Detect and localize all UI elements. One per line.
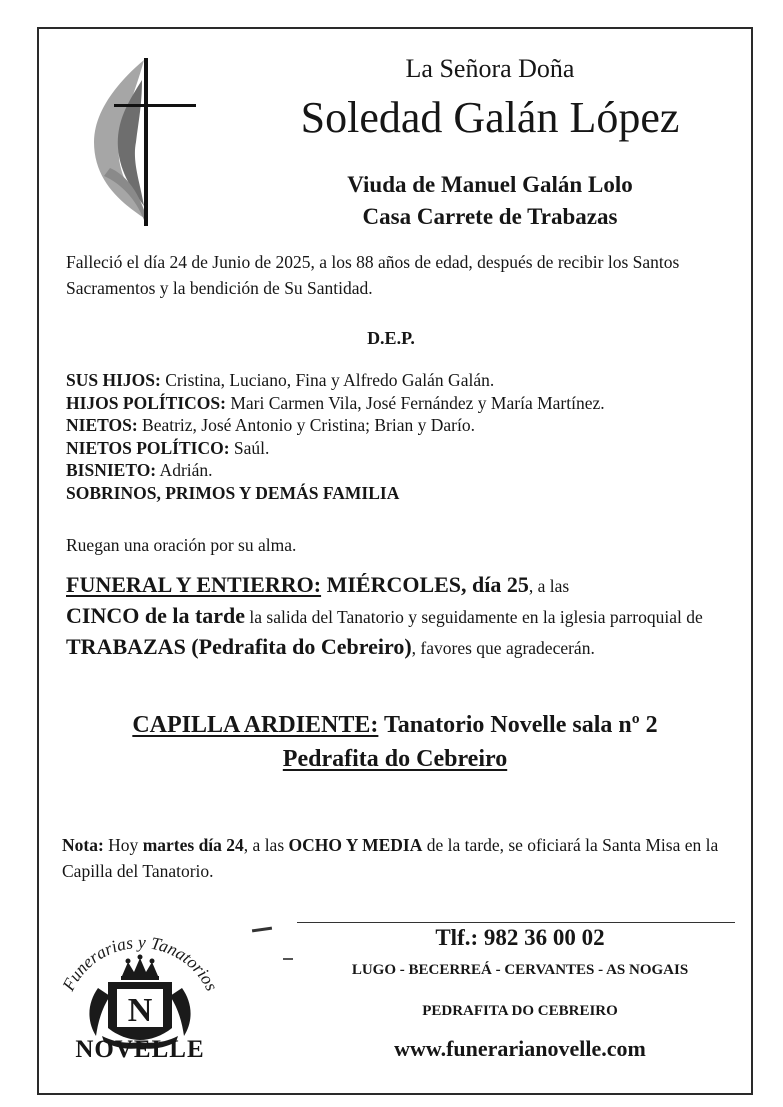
family-text: Beatriz, José Antonio y Cristina; Brian y Darío. (137, 415, 475, 435)
family-label: NIETOS: (66, 415, 138, 435)
note-text-1: Hoy (103, 835, 143, 855)
mass-note (62, 832, 742, 884)
funeral-label: FUNERAL Y ENTIERRO: (66, 572, 322, 597)
footer-divider (297, 922, 735, 923)
brand-name: NOVELLE (75, 1036, 205, 1063)
note-text-3: de la tarde, se oficiará la Santa Misa en la Capilla del Tanatorio. (62, 835, 719, 881)
subtitle-house: Casa Carrete de Trabazas (362, 204, 618, 229)
capilla-label: CAPILLA ARDIENTE: (132, 712, 379, 738)
funeral-text-2: la salida del Tanatorio y seguidamente en la iglesia parroquial de (245, 607, 703, 627)
capilla-ardiente (50, 708, 740, 776)
family-label: NIETOS POLÍTICO: (66, 437, 230, 458)
family-line (66, 459, 736, 482)
family-text: Saúl. (229, 437, 270, 458)
family-line (66, 369, 736, 392)
family-line (66, 437, 736, 460)
funeral-place: TRABAZAS (Pedrafita do Cebreiro) (66, 634, 412, 659)
capilla-place: Tanatorio Novelle sala nº 2 (378, 712, 658, 738)
deceased-name: Soledad Galán López (300, 93, 680, 142)
funeral-text-1: , a las (528, 576, 570, 596)
scan-mark (283, 958, 293, 960)
note-text-2: , a las (243, 835, 289, 855)
funeral-text-3: , favores que agradecerán. (411, 638, 595, 658)
family-label: SUS HIJOS: (66, 370, 161, 390)
logo-arc-text: Funerarias y Tanatorios (57, 931, 223, 994)
note-label: Nota: (62, 835, 104, 855)
death-notice: Falleció el día 24 de Junio de 2025, a los 88 años de edad, después de recibir los Santos Sacramentos y la bendición de Su Santidad. (66, 252, 680, 298)
family-list (66, 369, 736, 504)
family-text: Adrián. (156, 460, 213, 480)
title-honorific: La Señora Doña (405, 54, 575, 83)
funeral-date-sep: , (461, 572, 473, 597)
funeral-day: MIÉRCOLES (321, 572, 462, 597)
website-link[interactable]: www.funerarianovelle.com (394, 1036, 646, 1061)
note-day: martes día 24 (142, 835, 244, 855)
locations-list: LUGO - BECERREÁ - CERVANTES - AS NOGAIS (351, 962, 689, 978)
location-town: PEDRAFITA DO CEBREIRO (422, 1003, 618, 1019)
family-label: BISNIETO: (66, 460, 157, 480)
funeral-time: CINCO de la tarde (66, 603, 246, 628)
family-line (66, 392, 736, 415)
funeral-date: día 25 (472, 572, 529, 597)
crown-icon (121, 955, 159, 981)
family-label: HIJOS POLÍTICOS: (66, 392, 226, 413)
dep-label: D.E.P. (367, 328, 415, 348)
family-line (66, 414, 736, 437)
family-text: Cristina, Luciano, Fina y Alfredo Galán Galán. (160, 370, 495, 390)
note-time: OCHO Y MEDIA (288, 835, 423, 855)
family-label: SOBRINOS, PRIMOS Y DEMÁS FAMILIA (66, 482, 400, 503)
family-line (66, 482, 736, 505)
logo-letter: N (127, 992, 153, 1029)
phone-number: Tlf.: 982 36 00 02 (435, 925, 605, 950)
subtitle-widow: Viuda de Manuel Galán Lolo (347, 172, 633, 197)
cross-emblem-icon (80, 50, 200, 230)
capilla-town: Pedrafita do Cebreiro (282, 746, 508, 772)
funeral-info (66, 570, 746, 663)
prayer-request: Ruegan una oración por su alma. (66, 535, 297, 555)
family-text: Mari Carmen Vila, José Fernández y María Martínez. (225, 392, 605, 413)
